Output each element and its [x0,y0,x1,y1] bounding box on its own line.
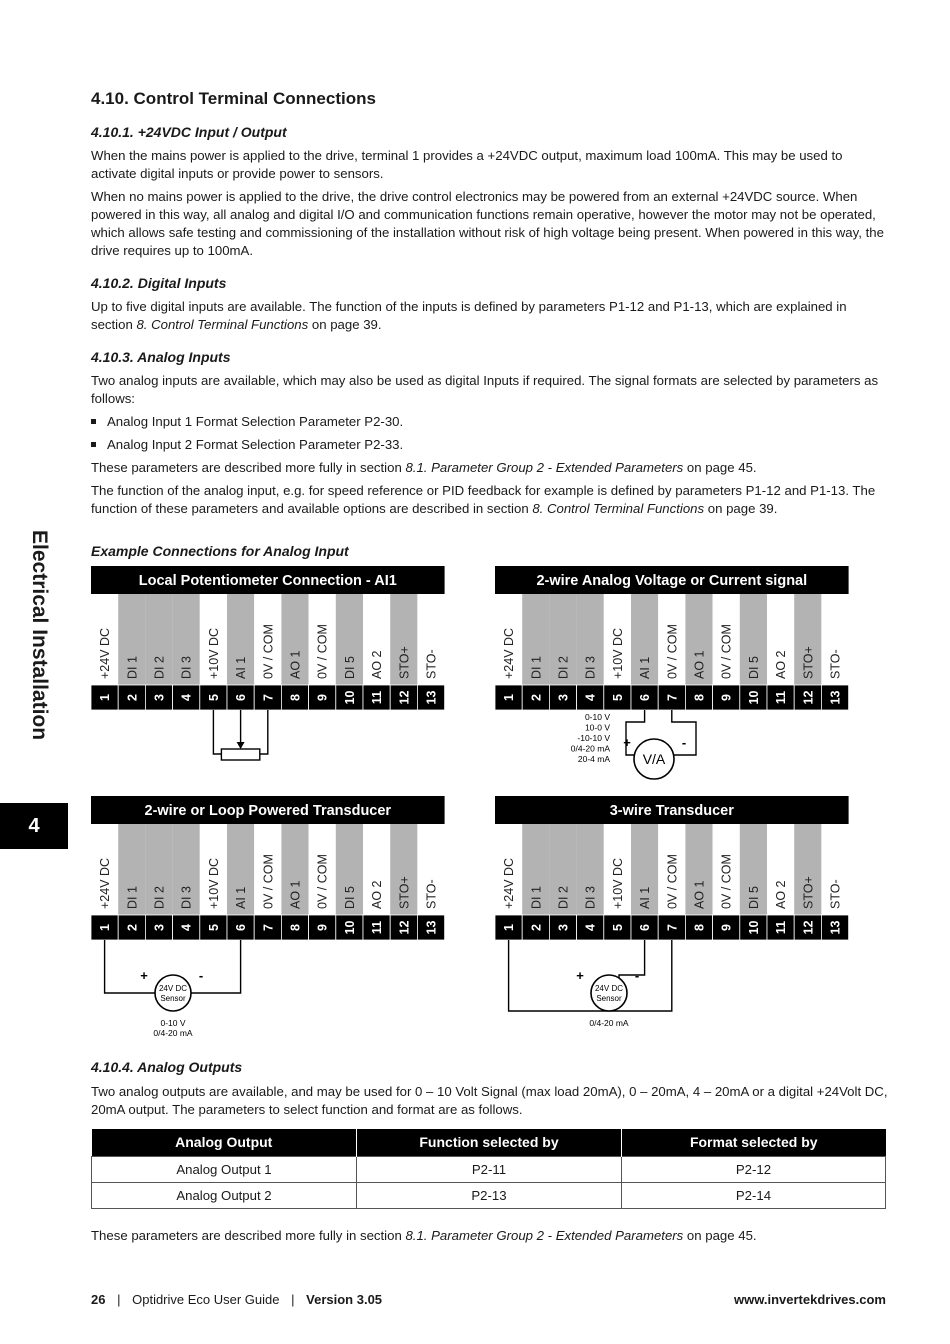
sensor-icon [591,975,627,1011]
terminal-label: DI 5 [746,656,761,679]
terminal-number: 4 [583,694,598,701]
terminal-number: 10 [342,690,357,705]
meter-label: V/A [642,751,666,767]
terminal-label: DI 2 [556,656,571,679]
terminal-number: 13 [828,690,843,705]
terminal-label: AO 2 [774,650,789,679]
terminal-label: DI 3 [179,656,194,679]
sensor-label: Sensor [596,994,622,1003]
section-reference-link[interactable]: 8. Control Terminal Functions [136,317,309,332]
diagram-svg [495,566,875,781]
sensor-wire-negative [191,940,241,993]
terminal-number: 11 [774,920,789,935]
terminal-number: 2 [529,694,544,701]
footer-left [91,1292,382,1307]
text: These parameters are described more fully in section [91,1228,406,1243]
terminal-label: 0V / COM [665,854,680,909]
terminal-number: 12 [801,920,816,935]
polarity-minus: - [634,968,640,983]
subsection-title-analog-outputs: 4.10.4. Analog Outputs [91,1059,243,1075]
table-row [92,1182,886,1208]
paragraph-analog-inputs-3 [91,482,891,518]
subsection-title-24vdc: 4.10.1. +24VDC Input / Output [91,124,287,140]
section-title: 4.10. Control Terminal Connections [91,89,376,108]
table-row [92,1156,886,1182]
terminal-label: STO+ [397,876,412,909]
terminal-label: DI 5 [746,886,761,909]
terminal-number: 3 [556,924,571,931]
table-header-cell: Analog Output [92,1129,357,1156]
terminal-number: 10 [746,920,761,935]
terminal-label: STO+ [801,646,816,679]
section-reference-link[interactable]: 8.1. Parameter Group 2 - Extended Parameters [405,1228,684,1243]
terminal-label: 0V / COM [315,854,330,909]
table-cell: P2-11 [357,1156,622,1182]
subsection-title-analog-inputs: 4.10.3. Analog Inputs [91,349,231,365]
subsection-title-digital-inputs: 4.10.2. Digital Inputs [91,275,227,291]
terminal-label: AI 1 [638,886,653,909]
terminal-label: DI 2 [556,886,571,909]
terminal-label: AI 1 [234,886,249,909]
polarity-plus: + [623,735,631,750]
sensor-label: 24V DC [594,984,624,993]
terminal-number: 7 [261,694,276,701]
terminal-label: 0V / COM [719,624,734,679]
bullet-item-1 [91,414,403,429]
bullet-icon [91,419,96,424]
paragraph-24vdc-2: When no mains power is applied to the drive, the drive control electronics may be powered from an external +24VDC source. When powered in this way, all analog and digital I/O and communication functions remain operative, however the motor may not be operated, which allows safe testing and commissioning of the installation without risk of high voltage being present. When powered in this way, the drive requires up to 100mA. [91,189,884,258]
sensor-icon [155,975,191,1011]
terminal-number: 8 [288,924,303,931]
diagram-3wire [495,796,875,1046]
terminal-number: 12 [801,690,816,705]
terminal-label: AO 2 [774,880,789,909]
terminal-label: AI 1 [234,656,249,679]
terminal-number: 11 [370,690,385,705]
terminal-label: AO 1 [692,880,707,909]
terminal-number: 12 [397,920,412,935]
terminal-label: +10V DC [610,857,625,909]
terminal-number: 5 [206,694,221,701]
example-connections-title: Example Connections for Analog Input [91,543,349,559]
terminal-label: +10V DC [610,627,625,679]
paragraph-24vdc-1: When the mains power is applied to the drive, terminal 1 provides a +24VDC output, maximum load 100mA. This may be used to activate digital inputs or provide power to sensors. [91,148,843,181]
signal-range-label: 20-4 mA [577,754,610,764]
table-cell: P2-13 [357,1182,622,1208]
paragraph-analog-outputs-ref [91,1227,891,1245]
terminal-number: 5 [610,694,625,701]
terminal-label: DI 2 [152,886,167,909]
terminal-number: 4 [179,924,194,931]
terminal-label: STO- [828,649,843,679]
terminal-number: 7 [261,924,276,931]
terminal-label: DI 3 [583,886,598,909]
terminal-label: DI 1 [125,886,140,909]
terminal-label: AO 1 [692,650,707,679]
table-header-cell: Format selected by [622,1129,886,1156]
polarity-plus: + [576,968,584,983]
terminal-label: +24V DC [98,627,113,679]
sensor-wire-signal [619,940,645,978]
footer-separator: | [117,1292,121,1307]
terminal-number: 11 [370,920,385,935]
page-number: 26 [91,1292,106,1307]
terminal-number: 9 [315,694,330,701]
diagram-loop-powered [91,796,446,1046]
terminal-number: 13 [828,920,843,935]
sensor-label: 24V DC [158,984,188,993]
polarity-plus: + [140,968,148,983]
footer-url-link[interactable]: www.invertekdrives.com [734,1292,886,1307]
text: on page 39. [704,501,778,516]
analog-output-table [91,1129,886,1209]
sensor-wire-positive [105,940,155,993]
terminal-number: 8 [288,694,303,701]
terminal-label: DI 5 [342,886,357,909]
signal-range-label: 0-10 V [160,1018,186,1028]
terminal-label: DI 1 [529,656,544,679]
table-header-cell: Function selected by [357,1129,622,1156]
signal-range-label: 0/4-20 mA [589,1018,629,1028]
terminal-label: DI 3 [179,886,194,909]
diagram-title: Local Potentiometer Connection - AI1 [138,573,397,589]
signal-range-label: 0-10 V [584,712,610,722]
sensor-label: Sensor [160,994,186,1003]
table-header-row [92,1129,886,1156]
terminal-label: AO 1 [288,650,303,679]
paragraph-analog-inputs-2 [91,459,891,477]
polarity-minus: - [681,735,687,750]
terminal-label: AO 2 [370,880,385,909]
table-cell: P2-14 [622,1182,886,1208]
terminal-number: 5 [610,924,625,931]
terminal-label: DI 2 [152,656,167,679]
signal-range-label: -10-10 V [577,733,610,743]
terminal-number: 6 [638,694,653,701]
terminal-number: 6 [234,694,249,701]
diagram-voltage-current [495,566,875,781]
terminal-label: 0V / COM [315,624,330,679]
sidebar-chapter-title: Electrical Installation [28,530,51,741]
diagram-svg [495,796,875,1046]
terminal-label: DI 3 [583,656,598,679]
table-cell: P2-12 [622,1156,886,1182]
terminal-label: +24V DC [502,627,517,679]
terminal-label: STO- [424,879,439,909]
terminal-number: 10 [342,920,357,935]
terminal-label: AO 2 [370,650,385,679]
terminal-label: STO- [828,879,843,909]
bullet-item-2 [91,437,403,452]
terminal-number: 2 [125,924,140,931]
terminal-number: 8 [692,694,707,701]
terminal-number: 1 [502,694,517,701]
terminal-number: 1 [98,924,113,931]
chapter-number-badge: 4 [0,803,68,849]
bullet-text: Analog Input 2 Format Selection Parameter P2-33. [107,437,404,452]
terminal-label: STO+ [397,646,412,679]
terminal-number: 7 [665,924,680,931]
terminal-number: 1 [502,924,517,931]
terminal-number: 8 [692,924,707,931]
text: Up to five digital inputs are available. The function of the inputs is defined by parameters P1-12 and P1-13, which are explained in section [91,299,847,332]
terminal-number: 2 [125,694,140,701]
diagram-title: 2-wire or Loop Powered Transducer [144,803,392,819]
terminal-label: +10V DC [206,857,221,909]
terminal-label: STO+ [801,876,816,909]
terminal-number: 13 [424,690,439,705]
terminal-label: DI 5 [342,656,357,679]
text: The function of the analog input, e.g. for speed reference or PID feedback for example is defined by parameters P1-12 and P1-13. The function of these parameters and available options are described in section [91,483,876,516]
terminal-label: DI 1 [125,656,140,679]
terminal-label: +24V DC [98,857,113,909]
text: on page 45. [683,460,757,475]
terminal-number: 9 [315,924,330,931]
potentiometer-wiper-arrow-icon [237,742,245,749]
text: on page 39. [308,317,382,332]
terminal-number: 3 [556,694,571,701]
diagram-title: 3-wire Transducer [609,803,734,819]
terminal-label: 0V / COM [719,854,734,909]
text: on page 45. [683,1228,757,1243]
terminal-number: 9 [719,924,734,931]
sensor-wire-supply [509,940,672,1011]
terminal-label: AO 1 [288,880,303,909]
table-cell: Analog Output 1 [92,1156,357,1182]
footer-version: Version 3.05 [306,1292,383,1307]
polarity-minus: - [198,968,204,983]
diagram-svg [91,796,446,1046]
terminal-number: 3 [152,924,167,931]
terminal-number: 12 [397,690,412,705]
terminal-label: 0V / COM [261,624,276,679]
terminal-label: STO- [424,649,439,679]
section-reference-link[interactable]: 8. Control Terminal Functions [532,501,705,516]
terminal-number: 6 [638,924,653,931]
signal-range-label: 0/4-20 mA [153,1028,193,1038]
signal-range-label: 10-0 V [584,722,610,733]
terminal-label: DI 1 [529,886,544,909]
terminal-label: 0V / COM [261,854,276,909]
signal-range-label: 0/4-20 mA [570,743,610,754]
terminal-number: 2 [529,924,544,931]
terminal-label: +10V DC [206,627,221,679]
terminal-number: 5 [206,924,221,931]
terminal-number: 13 [424,920,439,935]
diagram-title: 2-wire Analog Voltage or Current signal [536,573,808,589]
paragraph-analog-inputs-1: Two analog inputs are available, which may also be used as digital Inputs if required. The signal formats are selected by parameters as follows: [91,373,879,406]
footer-guide-name: Optidrive Eco User Guide [132,1292,280,1307]
terminal-number: 4 [179,694,194,701]
potentiometer-resistor [221,749,259,760]
section-reference-link[interactable]: 8.1. Parameter Group 2 - Extended Parameters [405,460,684,475]
table-cell: Analog Output 2 [92,1182,357,1208]
diagram-svg [91,566,446,781]
bullet-icon [91,442,96,447]
terminal-label: 0V / COM [665,624,680,679]
footer-separator: | [291,1292,295,1307]
terminal-number: 7 [665,694,680,701]
terminal-number: 10 [746,690,761,705]
diagram-potentiometer [91,566,446,781]
terminal-number: 3 [152,694,167,701]
terminal-number: 6 [234,924,249,931]
terminal-label: +24V DC [502,857,517,909]
paragraph-digital-inputs [91,298,891,334]
paragraph-analog-outputs: Two analog outputs are available, and may be used for 0 – 10 Volt Signal (max load 20mA), 0 – 20mA, 4 – 20mA or a digital +24Volt DC, 20mA output. The parameters to select function and format are as follows. [91,1084,888,1117]
terminal-label: AI 1 [638,656,653,679]
terminal-number: 4 [583,924,598,931]
terminal-number: 1 [98,694,113,701]
terminal-number: 9 [719,694,734,701]
text: These parameters are described more fully in section [91,460,406,475]
bullet-text: Analog Input 1 Format Selection Parameter P2-30. [107,414,404,429]
terminal-number: 11 [774,690,789,705]
